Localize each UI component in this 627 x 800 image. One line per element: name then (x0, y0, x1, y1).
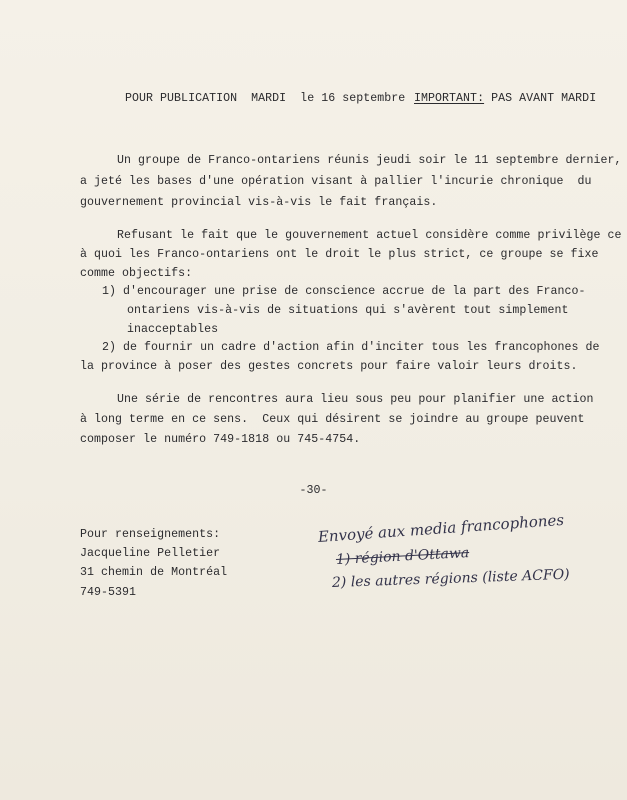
paragraph1-line1: Un groupe de Franco-ontariens réunis jeudi soir le 11 septembre dernier, (117, 154, 622, 167)
paragraph3-line2: à long terme en ce sens. Ceux qui désirent se joindre au groupe peuvent (80, 413, 585, 426)
handwritten-note-line2-text: 1) région d'Ottawa (335, 545, 470, 568)
important-label: IMPORTANT: (414, 92, 485, 105)
contact-address: 31 chemin de Montréal (80, 566, 228, 579)
handwritten-note-line2 (336, 545, 470, 568)
paragraph3-line3: composer le numéro 749-1818 ou 745-4754. (80, 433, 361, 446)
paragraph1-line3: gouvernement provincial vis-à-vis le fait français. (80, 196, 438, 209)
release-date-header: POUR PUBLICATION MARDI le 16 septembre (125, 92, 406, 105)
embargo-text: PAS AVANT MARDI (484, 92, 597, 105)
objective2-line2: la province à poser des gestes concrets pour faire valoir leurs droits. (80, 360, 578, 373)
paragraph1-line2: a jeté les bases d'une opération visant à pallier l'incurie chronique du (80, 175, 592, 188)
handwritten-note-line3: 2) les autres régions (liste ACFO) (331, 566, 570, 591)
end-mark: -30- (299, 484, 328, 497)
objective2-line1: 2) de fournir un cadre d'action afin d'inciter tous les francophones de (102, 341, 600, 354)
embargo-header (414, 92, 596, 106)
objective1-line2: ontariens vis-à-vis de situations qui s'avèrent tout simplement (127, 304, 569, 317)
paragraph2-line3: comme objectifs: (80, 267, 193, 280)
handwritten-note-line1: Envoyé aux media francophones (317, 510, 565, 546)
objective1-line1: 1) d'encourager une prise de conscience accrue de la part des Franco- (102, 285, 586, 298)
paragraph2-line2: à quoi les Franco-ontariens ont le droit le plus strict, ce groupe se fixe (80, 248, 599, 261)
paragraph3-line1: Une série de rencontres aura lieu sous peu pour planifier une action (117, 393, 594, 406)
contact-name: Jacqueline Pelletier (80, 547, 221, 560)
paragraph2-line1: Refusant le fait que le gouvernement actuel considère comme privilège ce (117, 229, 622, 242)
contact-phone: 749-5391 (80, 586, 137, 599)
objective1-line3: inacceptables (127, 323, 219, 336)
contact-heading: Pour renseignements: (80, 528, 221, 541)
